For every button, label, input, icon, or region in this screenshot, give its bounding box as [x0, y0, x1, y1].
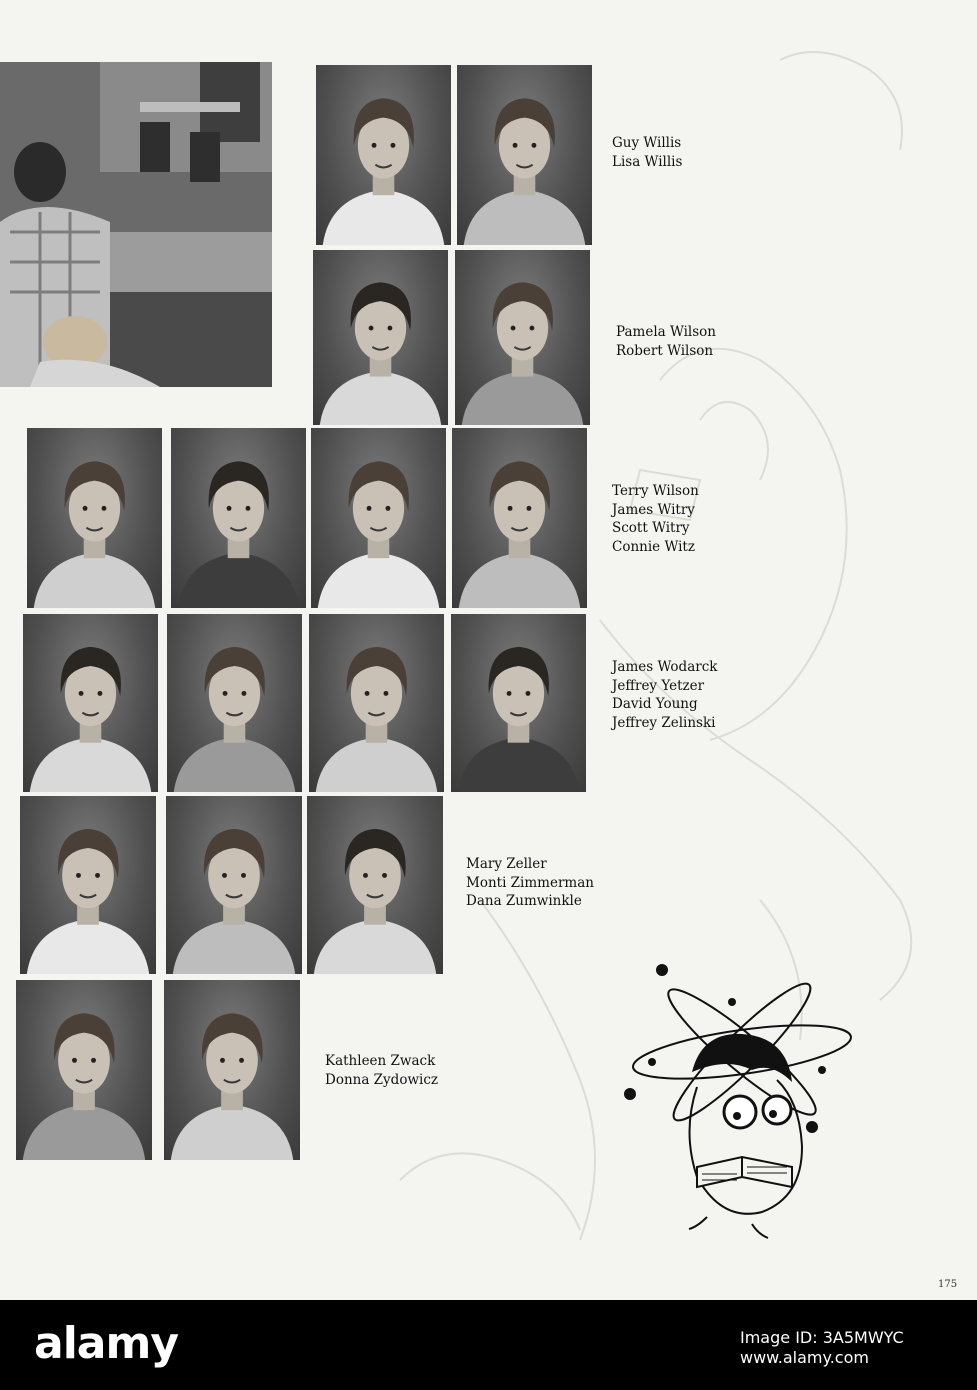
name-caption-5 [466, 855, 594, 911]
student-name: Robert Wilson [616, 342, 714, 359]
name-caption-2 [616, 323, 716, 360]
student-name: Jeffrey Zelinski [612, 714, 716, 731]
student-name: Monti Zimmerman [466, 874, 594, 891]
student-name: Connie Witz [612, 538, 695, 555]
student-name: Lisa Willis [612, 153, 683, 170]
student-name: Scott Witry [612, 520, 690, 536]
name-caption-4 [612, 658, 717, 732]
student-name: Mary Zeller [466, 856, 547, 872]
student-name: James Witry [612, 501, 695, 518]
student-name: Jeffrey Yetzer [612, 677, 705, 694]
student-portrait [452, 428, 587, 608]
student-portrait [23, 614, 158, 792]
student-portrait [316, 65, 451, 245]
name-caption-3 [612, 482, 699, 556]
student-name: Terry Wilson [612, 483, 699, 499]
student-portrait [27, 428, 162, 608]
name-caption-6 [325, 1052, 438, 1089]
image-id: Image ID: 3A5MWYC [740, 1328, 904, 1347]
student-portrait [20, 796, 156, 974]
image-watermark [740, 1328, 904, 1368]
student-portrait [455, 250, 590, 425]
page-number: 175 [938, 1279, 958, 1290]
student-portrait [309, 614, 444, 792]
student-portrait [307, 796, 443, 974]
site-url[interactable]: www.alamy.com [740, 1348, 869, 1367]
student-name: Guy Willis [612, 135, 682, 151]
student-name: James Wodarck [612, 659, 718, 675]
student-name: Dana Zumwinkle [466, 893, 582, 909]
student-portrait [311, 428, 446, 608]
student-portrait [457, 65, 592, 245]
footer-bar [0, 1300, 977, 1390]
student-name: Pamela Wilson [616, 324, 716, 340]
candid-classroom-photo [0, 62, 272, 387]
cartoon-scholar-illustration [612, 962, 852, 1262]
student-portrait [313, 250, 448, 425]
student-portrait [167, 614, 302, 792]
student-portrait [166, 796, 302, 974]
student-portrait [171, 428, 306, 608]
student-portrait [164, 980, 300, 1160]
student-name: Kathleen Zwack [325, 1053, 436, 1069]
student-portrait [451, 614, 586, 792]
brand-logo[interactable]: alamy [34, 1318, 178, 1369]
student-name: David Young [612, 696, 698, 712]
name-caption-1 [612, 134, 682, 171]
student-portrait [16, 980, 152, 1160]
student-name: Donna Zydowicz [325, 1071, 439, 1088]
